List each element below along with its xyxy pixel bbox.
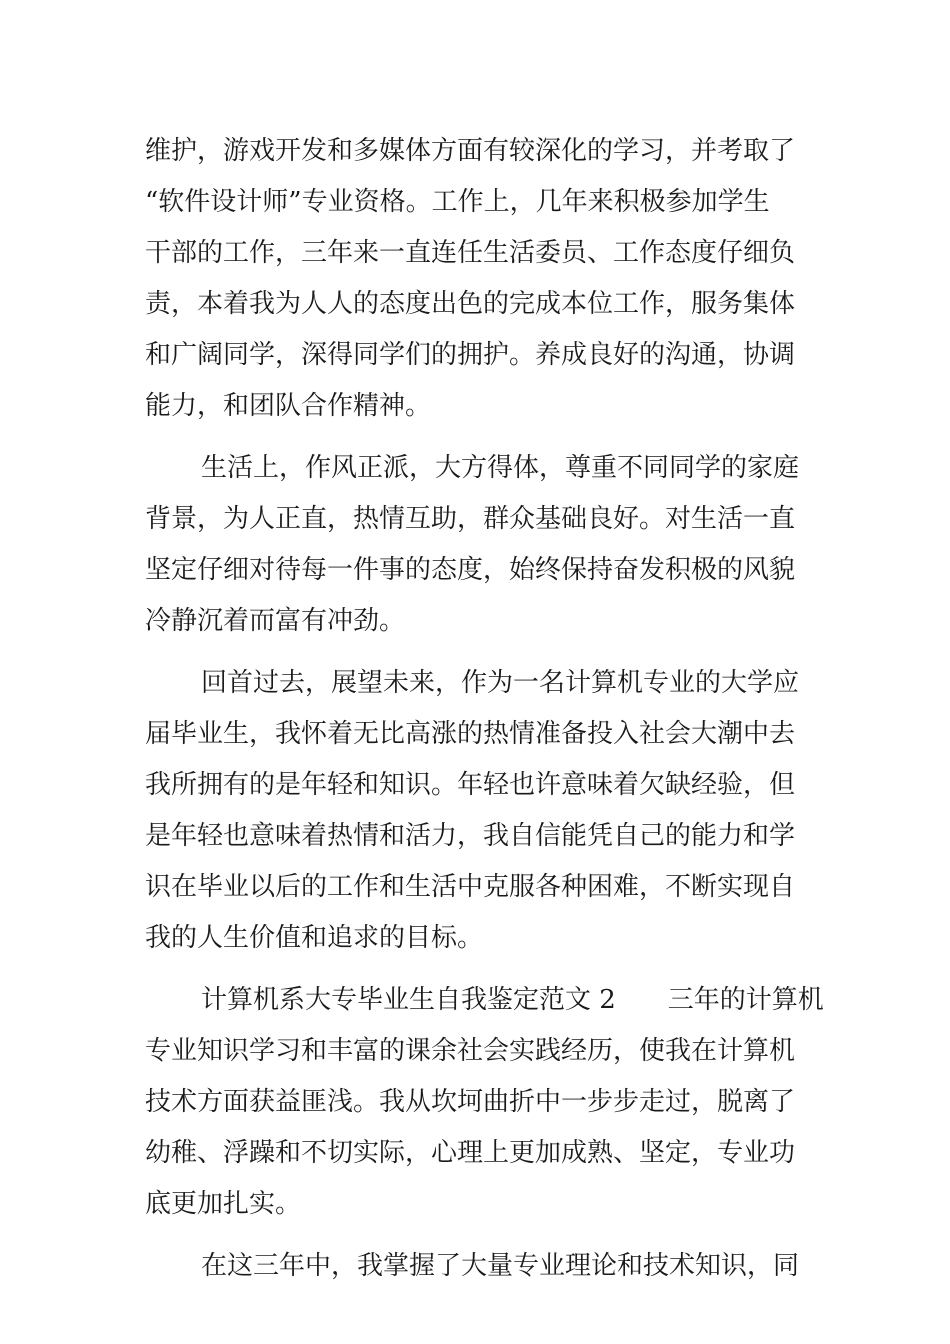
text-line: 能力，和团队合作精神。 [145,391,432,421]
text-line: 冷静沉着而富有冲劲。 [145,606,406,636]
text-line: 是年轻也意味着热情和活力，我自信能凭自己的能力和学 [145,821,796,851]
text-line: 背景，为人正直，热情互助，群众基础良好。对生活一直 [145,504,796,534]
text-line: “软件设计师”专业资格。工作上，几年来积极参加学生 [145,187,770,217]
text-line: 专业知识学习和丰富的课余社会实践经历，使我在计算机 [145,1036,796,1066]
text-line: 底更加扎实。 [145,1189,302,1219]
document-body [145,126,825,1292]
text-line: 幼稚、浮躁和不切实际，心理上更加成熟、坚定，专业功 [145,1138,796,1168]
text-line: 计算机系大专毕业生自我鉴定范文 2 三年的计算机 [201,985,824,1015]
text-line: 我所拥有的是年轻和知识。年轻也许意味着欠缺经验，但 [145,770,796,800]
paragraph-4 [145,975,825,1230]
text-line: 识在毕业以后的工作和生活中克服各种困难，不断实现自 [145,872,796,902]
text-line: 责，本着我为人人的态度出色的完成本位工作，服务集体 [145,289,796,319]
text-line: 技术方面获益匪浅。我从坎坷曲折中一步步走过，脱离了 [145,1087,796,1117]
text-line: 和广阔同学，深得同学们的拥护。养成良好的沟通，协调 [145,340,796,370]
text-line: 生活上，作风正派，大方得体，尊重不同同学的家庭 [201,453,800,483]
text-line: 在这三年中，我掌握了大量专业理论和技术知识，同 [201,1251,800,1281]
paragraph-5 [145,1241,825,1292]
paragraph-3 [145,658,825,964]
text-line: 维护，游戏开发和多媒体方面有较深化的学习，并考取了 [145,136,796,166]
text-line: 干部的工作，三年来一直连任生活委员、工作态度仔细负 [145,238,796,268]
paragraph-1 [145,126,825,432]
text-line: 届毕业生，我怀着无比高涨的热情准备投入社会大潮中去 [145,719,796,749]
text-line: 坚定仔细对待每一件事的态度，始终保持奋发积极的风貌 [145,555,796,585]
paragraph-2 [145,443,825,647]
text-line: 我的人生价值和追求的目标。 [145,923,484,953]
text-line: 回首过去，展望未来，作为一名计算机专业的大学应 [201,668,800,698]
